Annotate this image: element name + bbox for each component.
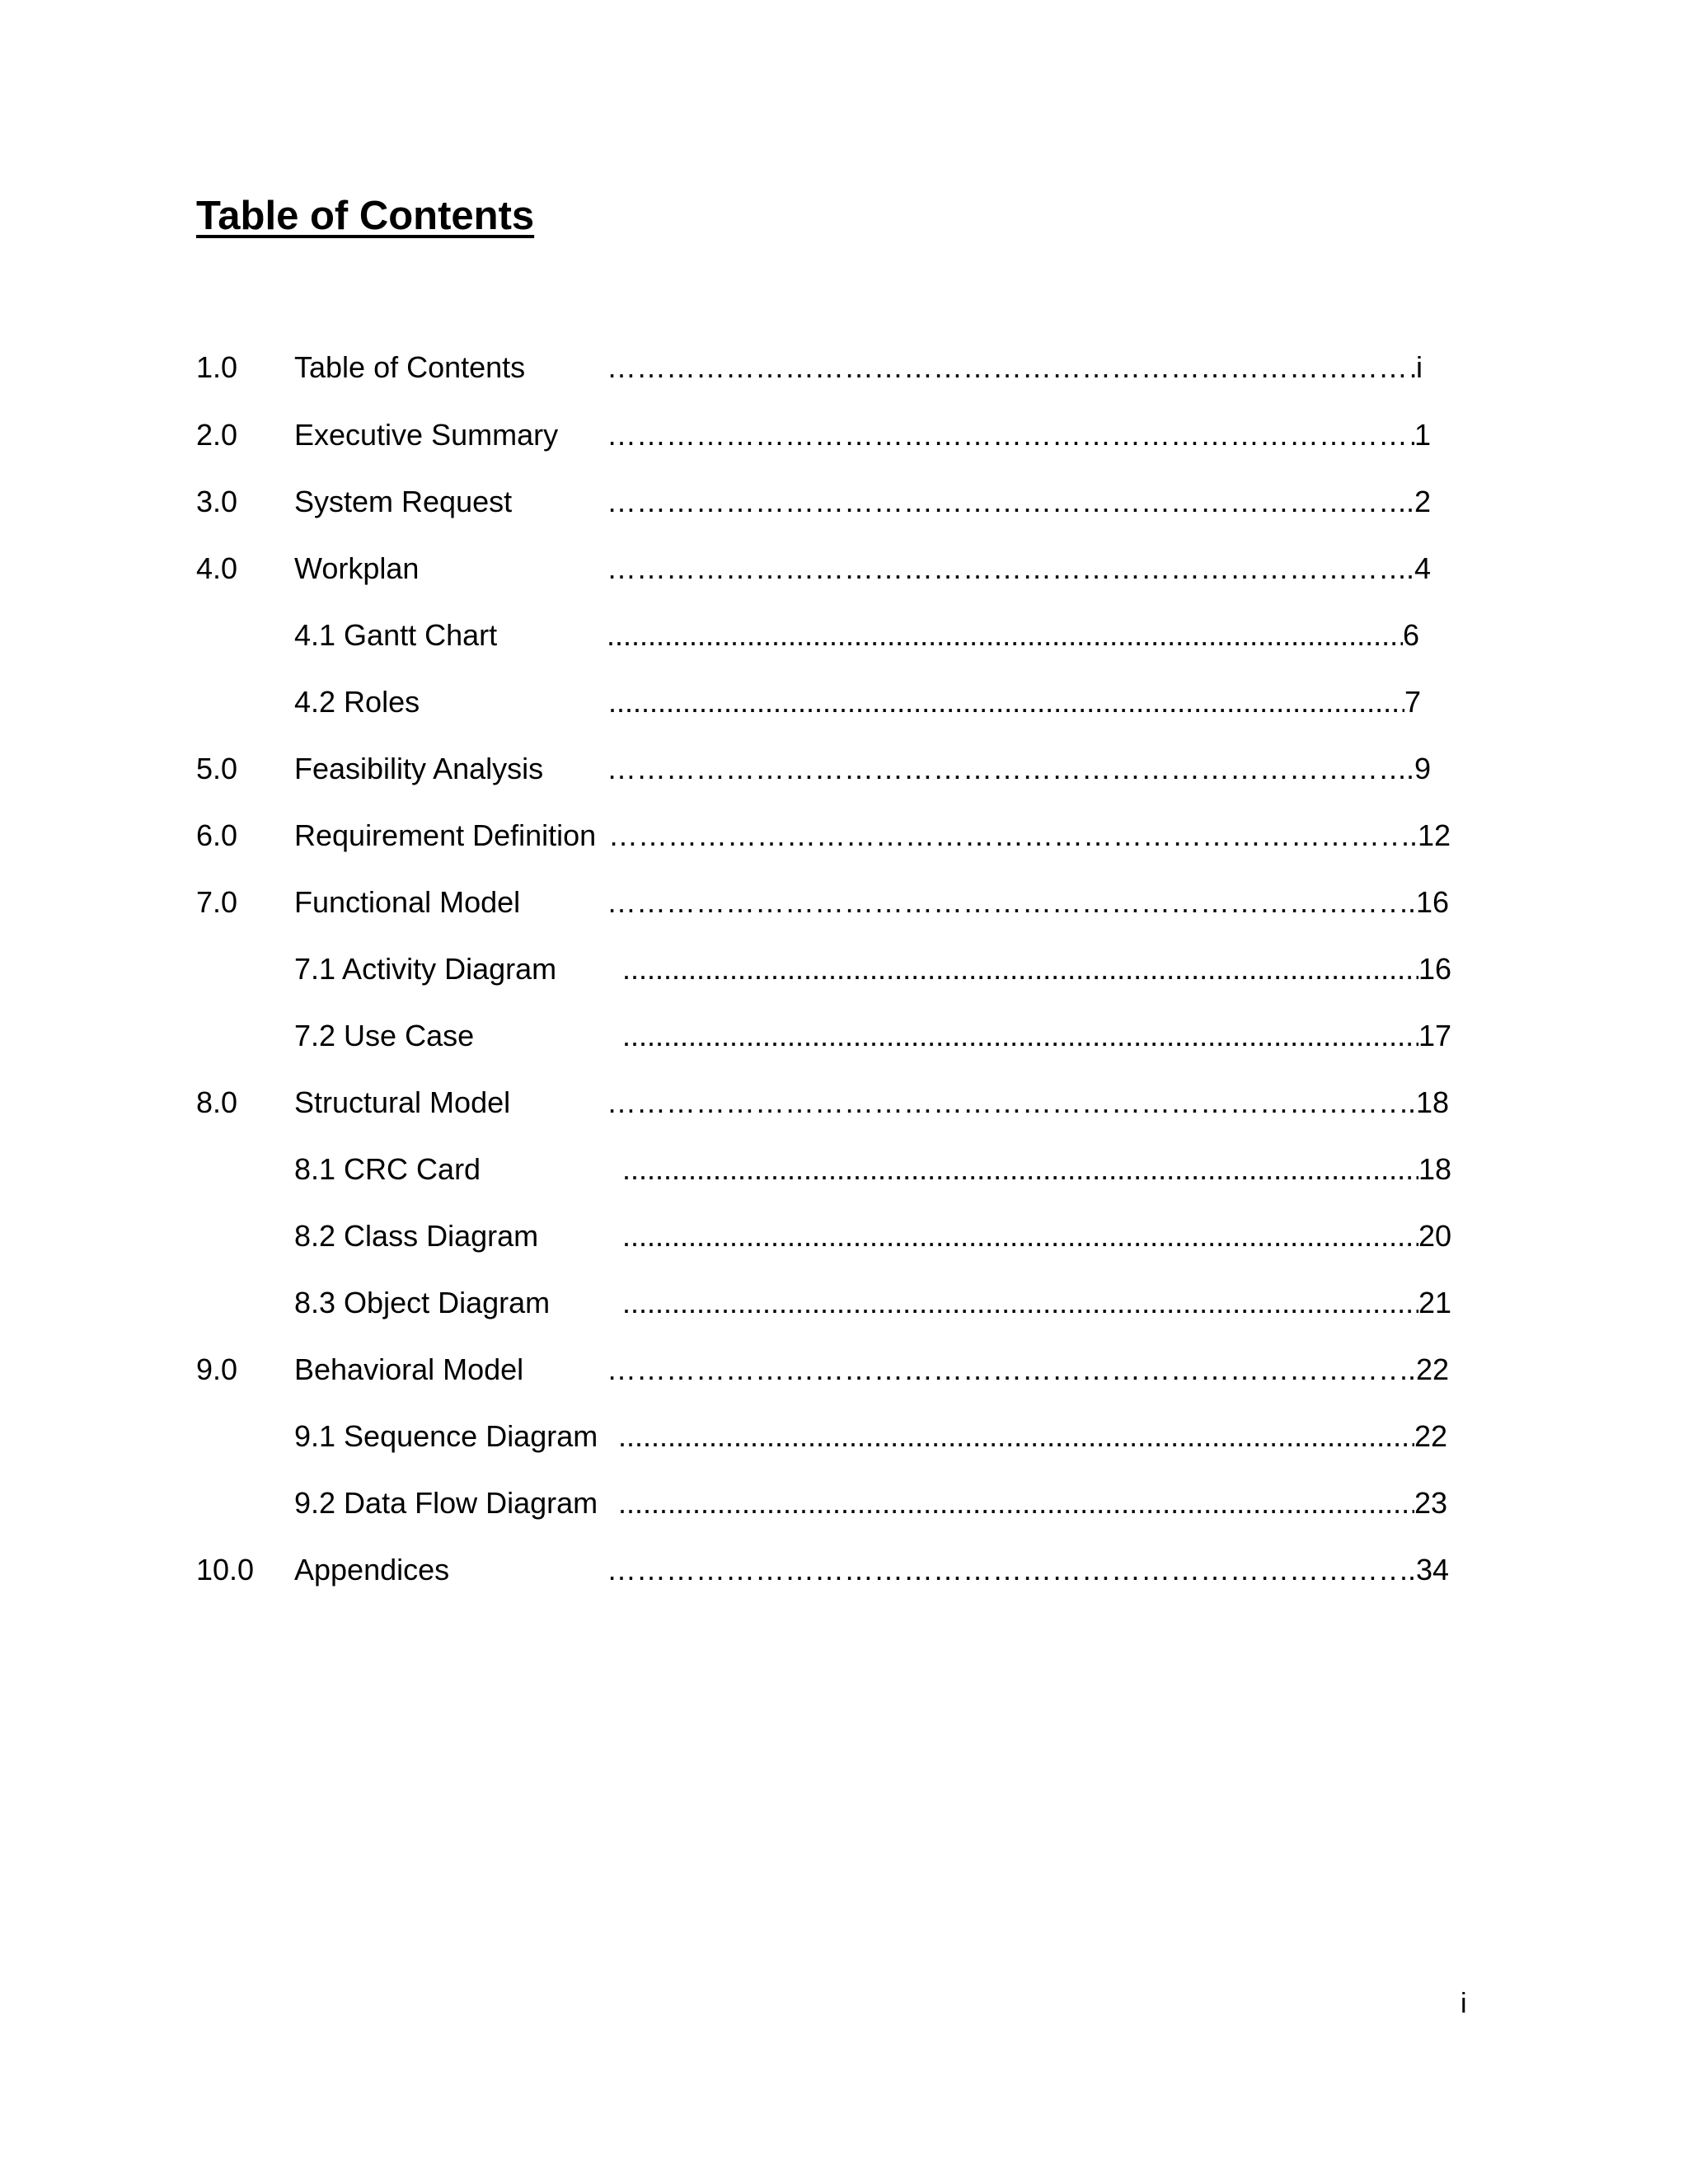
page-title: Table of Contents — [196, 194, 535, 238]
page-number: 22 — [1414, 1419, 1448, 1453]
section-label: Functional Model — [294, 885, 521, 919]
toc-entry — [0, 1082, 1688, 1123]
section-label: System Request — [294, 485, 513, 518]
page-number: 17 — [1418, 1019, 1452, 1052]
section-number: 1.0 — [196, 350, 238, 384]
dot-leader — [607, 548, 1398, 589]
toc-entry — [0, 748, 1688, 790]
dot-leader — [608, 682, 1404, 723]
toc-entry — [0, 949, 1688, 990]
toc-entry — [0, 1216, 1688, 1257]
dot-leader — [622, 1216, 1418, 1257]
section-label: Appendices — [294, 1553, 450, 1586]
subsection-label: 9.1 Sequence Diagram — [294, 1419, 598, 1453]
section-label: Executive Summary — [294, 418, 559, 452]
subsection-label: 9.2 Data Flow Diagram — [294, 1486, 598, 1520]
dot-leader — [607, 1349, 1400, 1390]
toc-entry — [0, 882, 1688, 923]
section-label: Behavioral Model — [294, 1352, 524, 1386]
subsection-label: 7.1 Activity Diagram — [294, 952, 557, 986]
dot-leader — [607, 481, 1398, 523]
toc-entry — [0, 548, 1688, 589]
dot-leader — [622, 949, 1418, 990]
dot-leader — [622, 1015, 1418, 1057]
page-number: i — [1416, 350, 1423, 384]
dot-leader — [608, 815, 1401, 856]
toc-entry — [0, 1282, 1688, 1324]
dot-leader — [607, 615, 1403, 656]
subsection-label: 4.2 Roles — [294, 685, 420, 719]
dot-leader — [607, 748, 1398, 790]
page-number: ..22 — [1400, 1352, 1450, 1386]
page-number: 1 — [1414, 418, 1432, 452]
page-number: 7 — [1404, 685, 1422, 719]
section-number: 4.0 — [196, 551, 238, 585]
section-number: 9.0 — [196, 1352, 238, 1386]
footer-page-number: i — [1461, 1988, 1467, 2019]
toc-entry — [0, 1483, 1688, 1524]
section-number: 6.0 — [196, 818, 238, 852]
page-number: ..12 — [1401, 818, 1451, 852]
section-number: 7.0 — [196, 885, 238, 919]
toc-entry — [0, 1416, 1688, 1457]
page-number: ..2 — [1398, 485, 1432, 518]
section-number: 8.0 — [196, 1085, 238, 1119]
section-number: 5.0 — [196, 752, 238, 785]
section-label: Structural Model — [294, 1085, 511, 1119]
toc-entry — [0, 347, 1688, 388]
dot-leader — [622, 1282, 1418, 1324]
section-number: 2.0 — [196, 418, 238, 452]
dot-leader — [607, 1082, 1400, 1123]
subsection-label: 7.2 Use Case — [294, 1019, 475, 1052]
subsection-label: 4.1 Gantt Chart — [294, 618, 498, 652]
dot-leader — [607, 415, 1414, 456]
page-number: ..18 — [1400, 1085, 1450, 1119]
page-number: ..34 — [1400, 1553, 1450, 1586]
page-number: 21 — [1418, 1286, 1452, 1319]
dot-leader — [607, 347, 1416, 388]
page-number: ..16 — [1400, 885, 1450, 919]
section-label: Feasibility Analysis — [294, 752, 544, 785]
toc-entry — [0, 415, 1688, 456]
toc-entry — [0, 1015, 1688, 1057]
section-label: Workplan — [294, 551, 420, 585]
section-number: 3.0 — [196, 485, 238, 518]
toc-entry — [0, 1349, 1688, 1390]
dot-leader — [618, 1416, 1414, 1457]
dot-leader — [607, 1549, 1400, 1591]
page-number: ..9 — [1398, 752, 1432, 785]
section-number: 10.0 — [196, 1553, 255, 1586]
toc-entry — [0, 682, 1688, 723]
dot-leader — [622, 1149, 1418, 1190]
subsection-label: 8.2 Class Diagram — [294, 1219, 539, 1253]
page-number: 23 — [1414, 1486, 1448, 1520]
page-number: 18 — [1418, 1152, 1452, 1186]
subsection-label: 8.1 CRC Card — [294, 1152, 481, 1186]
toc-entry — [0, 1549, 1688, 1591]
dot-leader — [607, 882, 1400, 923]
toc-entry — [0, 1149, 1688, 1190]
toc-entry — [0, 815, 1688, 856]
page-number: ..4 — [1398, 551, 1432, 585]
page-number: 16 — [1418, 952, 1452, 986]
section-label: Table of Contents — [294, 350, 526, 384]
page-number: 20 — [1418, 1219, 1452, 1253]
dot-leader — [618, 1483, 1414, 1524]
toc-entry — [0, 615, 1688, 656]
section-label: Requirement Definition — [294, 818, 597, 852]
page-number: 6 — [1403, 618, 1420, 652]
subsection-label: 8.3 Object Diagram — [294, 1286, 551, 1319]
toc-entry — [0, 481, 1688, 523]
